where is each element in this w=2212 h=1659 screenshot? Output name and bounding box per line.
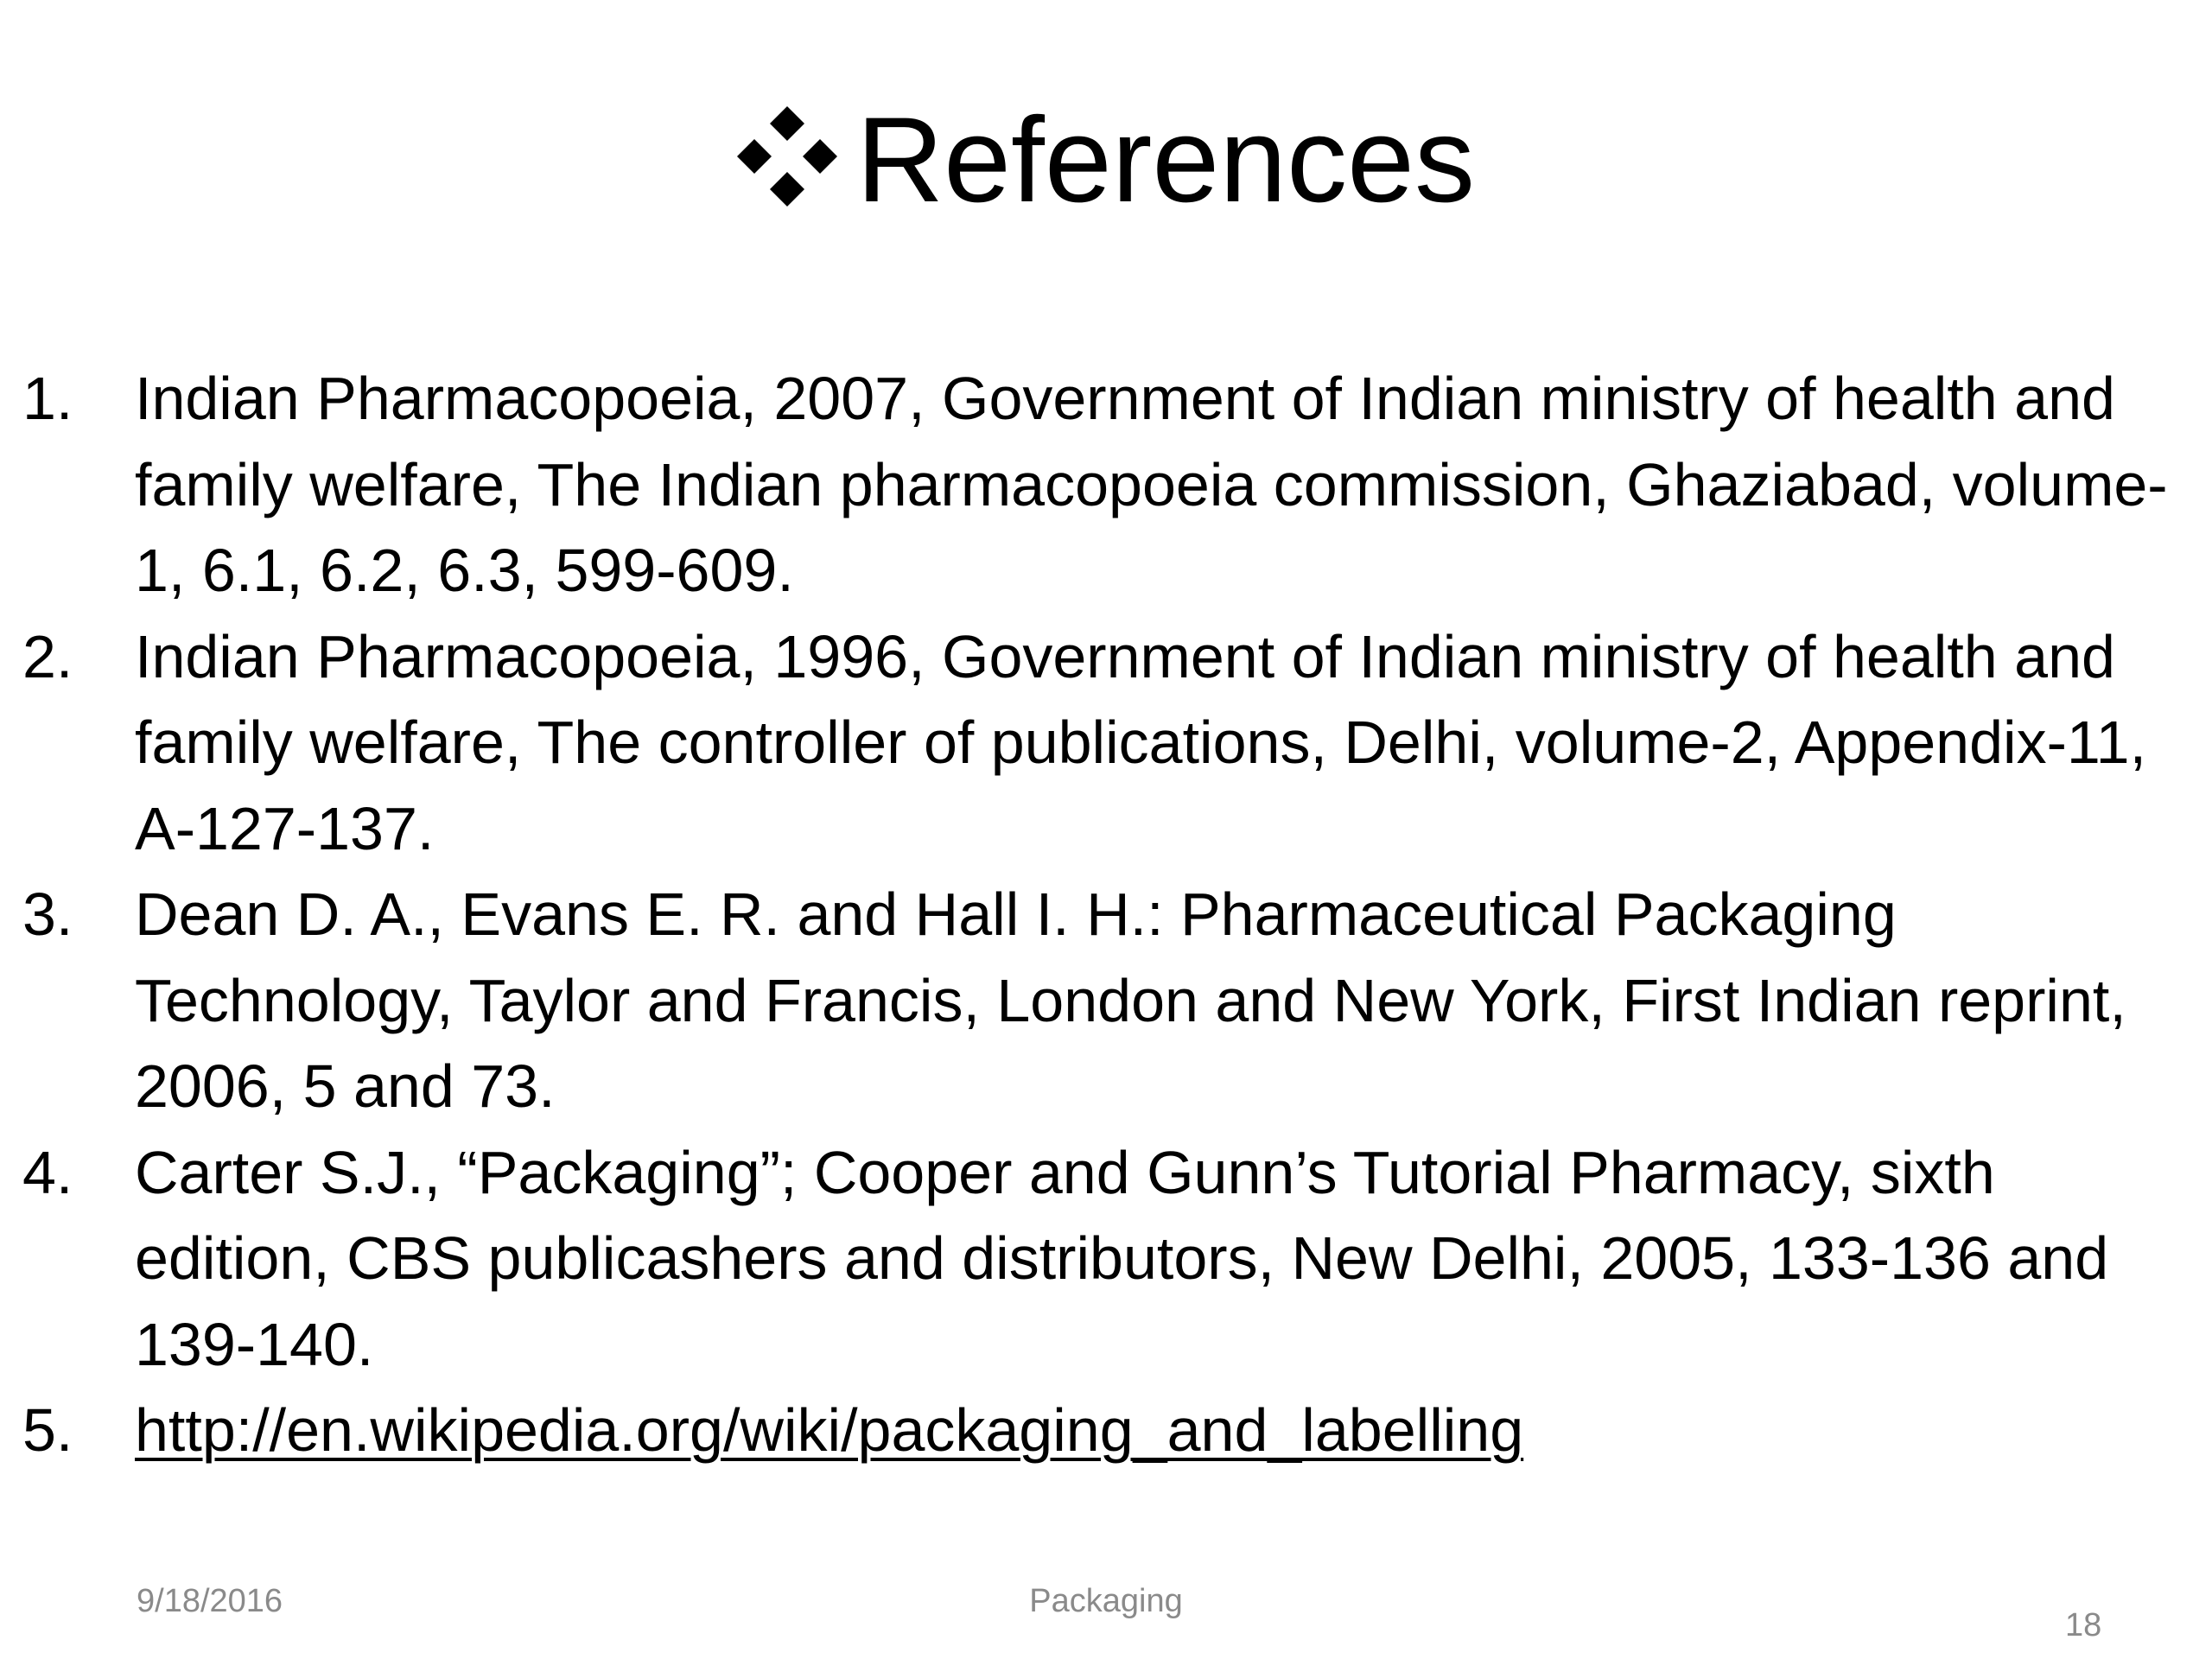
slide-title-text: References [856,92,1475,227]
reference-item-3 [22,872,2200,1130]
reference-text: Indian Pharmacopoeia, 1996, Government of Indian ministry of health and family welfare, The controller of publications, Delhi, volume-2, Appendix-11, A-127-137. [135,622,2147,862]
reference-text: Dean D. A., Evans E. R. and Hall I. H.: Pharmaceutical Packaging Technology, Taylor and Francis, London and New York, First Indian reprint, 2006, 5 and 73. [135,880,2126,1120]
four-diamond-bullet-icon [737,106,837,207]
footer-date: 9/18/2016 [137,1583,283,1619]
references-list [22,356,2200,1474]
reference-item-5 [22,1388,2200,1474]
reference-number: 1. [22,365,73,432]
reference-item-2 [22,614,2200,873]
reference-item-4 [22,1130,2200,1389]
slide-title [0,86,2212,233]
reference-number: 2. [22,622,73,690]
footer-title: Packaging [1029,1583,1183,1619]
reference-number: 5. [22,1396,73,1464]
reference-text: Indian Pharmacopoeia, 2007, Government of Indian ministry of health and family welfare, The Indian pharmacopoeia commission, Ghaziabad, volume-1, 6.1, 6.2, 6.3, 599-609. [135,365,2168,604]
page-number: 18 [2065,1607,2102,1643]
reference-item-1 [22,356,2200,614]
reference-text: Carter S.J., “Packaging”; Cooper and Gunn’s Tutorial Pharmacy, sixth edition, CBS publicashers and distributors, New Delhi, 2005, 133-136 and 139-140. [135,1138,2109,1378]
reference-number: 3. [22,880,73,948]
reference-number: 4. [22,1138,73,1206]
wikipedia-reference-link[interactable]: http://en.wikipedia.org/wiki/packaging_and_labelling [135,1396,1524,1464]
